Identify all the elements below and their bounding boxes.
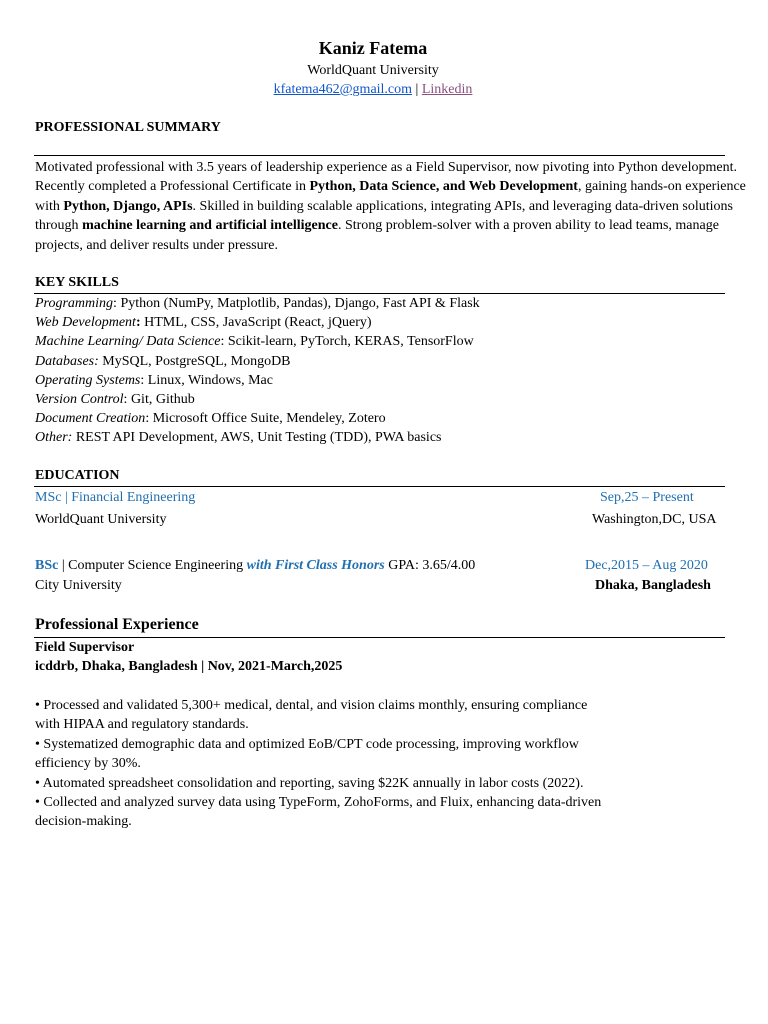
- skill-label: Operating Systems: [35, 372, 141, 388]
- skills-list: [35, 294, 735, 448]
- skill-sep: :: [220, 334, 228, 350]
- summary-highlight: machine learning and artificial intelligence: [82, 218, 338, 234]
- skill-item: [35, 313, 735, 332]
- candidate-name: Kaniz Fatema: [318, 38, 428, 58]
- job-org: icddrb, Dhaka, Bangladesh | Nov, 2021-March,2025: [35, 659, 343, 674]
- bsc-dates: Dec,2015 – Aug 2020: [585, 558, 708, 573]
- skill-label: Databases:: [35, 353, 99, 369]
- skill-item: [35, 371, 735, 390]
- summary-text: . Strong problem-solver with a proven ability to lead teams, manage projects, and deliver results under pressure.: [35, 218, 719, 253]
- msc-school: WorldQuant University: [35, 512, 167, 527]
- email-link[interactable]: kfatema462@gmail.com: [273, 82, 413, 97]
- skill-item: [35, 332, 735, 351]
- contact-separator: |: [415, 82, 419, 97]
- summary-highlight: Python, Data Science, and Web Development: [309, 179, 578, 195]
- experience-bullet: • Automated spreadsheet consolidation and reporting, saving $22K annually in labor costs (2022).: [35, 775, 584, 791]
- skill-value: Linux, Windows, Mac: [147, 372, 273, 388]
- bsc-sep: |: [58, 558, 69, 573]
- skill-sep: :: [113, 296, 121, 311]
- bsc-field: Computer Science Engineering: [68, 558, 247, 573]
- skill-value: MySQL, PostgreSQL, MongoDB: [102, 353, 291, 369]
- skill-item: [35, 390, 735, 409]
- skill-label: Other:: [35, 430, 73, 446]
- summary-divider: [34, 155, 725, 156]
- skill-label: Programming: [35, 296, 114, 311]
- linkedin-link[interactable]: Linkedin: [421, 82, 473, 97]
- skill-item: [35, 409, 735, 428]
- bsc-degree: BSc: [35, 558, 59, 573]
- skill-value: Microsoft Office Suite, Mendeley, Zotero: [152, 411, 386, 427]
- skill-item: [35, 428, 735, 447]
- bsc-honors: with First Class Honors: [246, 558, 385, 573]
- skill-sep: :: [123, 392, 131, 408]
- bsc-degree-line: [35, 556, 475, 575]
- summary-text: , gaining hands-on experience with: [35, 179, 746, 214]
- summary-text: Motivated professional with 3.5 years of leadership experience as a Field Supervisor, now pivoting into Python development. Recently completed a Professional Certificate in: [35, 160, 738, 195]
- contact-line: [0, 82, 746, 98]
- skill-value: Scikit-learn, PyTorch, KERAS, TensorFlow: [227, 334, 474, 350]
- experience-bullet: • Collected and analyzed survey data using TypeForm, ZohoForms, and Fluix, enhancing data-driven decision-making.: [35, 795, 602, 830]
- skill-sep: :: [135, 315, 145, 331]
- experience-bullet: • Systematized demographic data and optimized EoB/CPT code processing, improving workflow efficiency by 30%.: [35, 736, 579, 772]
- skill-label: Web Development: [35, 315, 136, 331]
- bsc-location: Dhaka, Bangladesh: [595, 578, 711, 593]
- summary-highlight: Python, Django, APIs: [63, 198, 193, 214]
- skill-item: [35, 352, 735, 371]
- skill-value: Git, Github: [130, 392, 195, 408]
- bsc-gpa: GPA: 3.65/4.00: [384, 558, 476, 573]
- education-heading: EDUCATION: [35, 468, 120, 483]
- skill-item: [35, 294, 735, 313]
- summary-heading: PROFESSIONAL SUMMARY: [35, 120, 221, 135]
- summary-text: . Skilled in building scalable applications, integrating APIs, and leveraging data-driven solutions through: [35, 198, 733, 234]
- msc-dates: Sep,25 – Present: [600, 490, 694, 505]
- skill-value: Python (NumPy, Matplotlib, Pandas), Django, Fast API & Flask: [120, 296, 480, 311]
- bsc-school: City University: [35, 578, 122, 593]
- skill-label: Version Control: [35, 392, 124, 408]
- skill-sep: :: [140, 372, 148, 388]
- skill-label: Document Creation: [35, 411, 146, 427]
- msc-location: Washington,DC, USA: [592, 512, 717, 527]
- experience-bullet: • Processed and validated 5,300+ medical, dental, and vision claims monthly, ensuring compliance with HIPAA and regulatory standards.: [35, 698, 588, 733]
- education-divider: [34, 486, 725, 487]
- skill-label: Machine Learning/ Data Science: [35, 334, 221, 350]
- experience-divider: [34, 637, 725, 638]
- summary-paragraph: [35, 158, 760, 255]
- experience-bullets: [35, 696, 615, 832]
- job-title: Field Supervisor: [35, 640, 135, 655]
- skill-value: HTML, CSS, JavaScript (React, jQuery): [144, 315, 372, 331]
- experience-heading: Professional Experience: [35, 616, 199, 633]
- msc-degree: MSc | Financial Engineering: [35, 490, 196, 505]
- skill-value: REST API Development, AWS, Unit Testing (TDD), PWA basics: [75, 430, 442, 446]
- skills-heading: KEY SKILLS: [35, 275, 119, 290]
- header-institution: WorldQuant University: [307, 63, 439, 78]
- skill-sep: :: [145, 411, 153, 427]
